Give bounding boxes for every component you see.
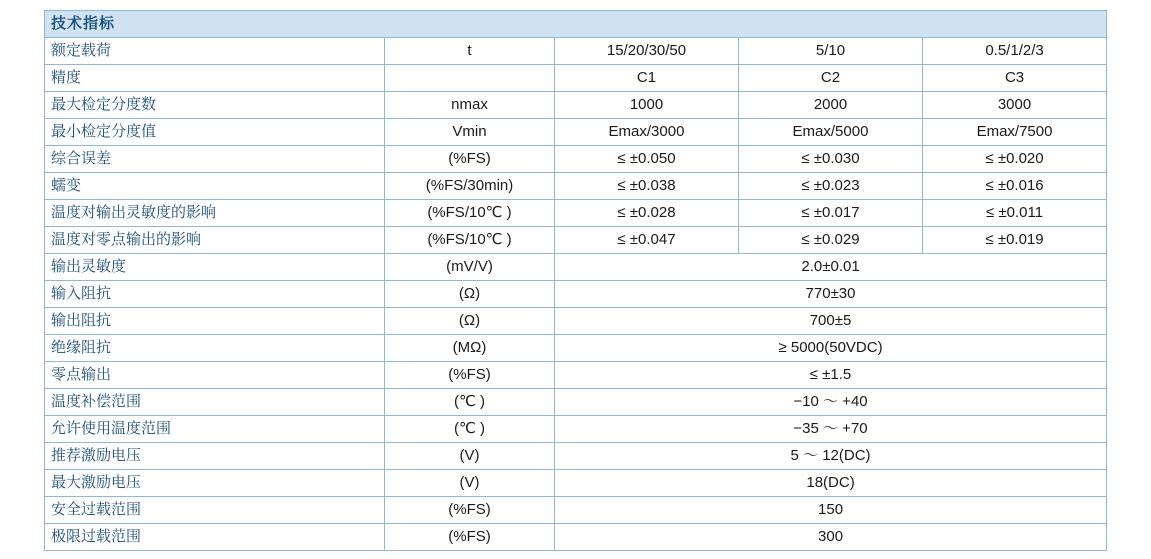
spec-value: 2000: [739, 92, 923, 119]
spec-value: 15/20/30/50: [555, 38, 739, 65]
spec-label: 最大检定分度数: [45, 92, 385, 119]
spec-unit: (mV/V): [385, 254, 555, 281]
table-row: [45, 281, 1107, 308]
spec-value: 770±30: [555, 281, 1107, 308]
spec-unit: (℃ ): [385, 389, 555, 416]
table-row: [45, 92, 1107, 119]
spec-value: 150: [555, 497, 1107, 524]
spec-value: ≤ ±0.011: [923, 200, 1107, 227]
spec-unit: (%FS): [385, 146, 555, 173]
table-row: [45, 416, 1107, 443]
spec-value: ≤ ±0.050: [555, 146, 739, 173]
table-row: [45, 497, 1107, 524]
spec-label: 允许使用温度范围: [45, 416, 385, 443]
spec-label: 最小检定分度值: [45, 119, 385, 146]
table-row: [45, 254, 1107, 281]
spec-value: 5/10: [739, 38, 923, 65]
specification-table: [44, 10, 1107, 551]
spec-label: 最大激励电压: [45, 470, 385, 497]
spec-unit: (%FS): [385, 497, 555, 524]
spec-value: ≤ ±0.017: [739, 200, 923, 227]
spec-value: ≤ ±0.047: [555, 227, 739, 254]
spec-value: ≤ ±0.016: [923, 173, 1107, 200]
spec-label: 输入阻抗: [45, 281, 385, 308]
spec-value: ≤ ±0.020: [923, 146, 1107, 173]
table-row: [45, 65, 1107, 92]
spec-value: 18(DC): [555, 470, 1107, 497]
spec-value: 2.0±0.01: [555, 254, 1107, 281]
spec-value: C3: [923, 65, 1107, 92]
spec-unit: (℃ ): [385, 416, 555, 443]
table-row: [45, 173, 1107, 200]
spec-label: 温度对输出灵敏度的影响: [45, 200, 385, 227]
spec-unit: (Ω): [385, 281, 555, 308]
table-row: [45, 38, 1107, 65]
table-row: [45, 389, 1107, 416]
spec-unit: (%FS): [385, 362, 555, 389]
spec-value: Emax/3000: [555, 119, 739, 146]
spec-label: 推荐激励电压: [45, 443, 385, 470]
spec-label: 温度补偿范围: [45, 389, 385, 416]
table-row: [45, 524, 1107, 551]
spec-value: Emax/7500: [923, 119, 1107, 146]
spec-value: 5 ～ 12(DC): [555, 443, 1107, 470]
spec-unit: (%FS): [385, 524, 555, 551]
specification-section: [44, 10, 1106, 551]
spec-unit: t: [385, 38, 555, 65]
table-row: [45, 362, 1107, 389]
spec-label: 输出灵敏度: [45, 254, 385, 281]
spec-unit: (V): [385, 470, 555, 497]
spec-value: ≤ ±0.038: [555, 173, 739, 200]
spec-unit: [385, 65, 555, 92]
table-row: [45, 443, 1107, 470]
spec-value: 3000: [923, 92, 1107, 119]
spec-value: 0.5/1/2/3: [923, 38, 1107, 65]
spec-unit: (MΩ): [385, 335, 555, 362]
spec-value: −35 ～ +70: [555, 416, 1107, 443]
spec-label: 综合误差: [45, 146, 385, 173]
spec-label: 温度对零点输出的影响: [45, 227, 385, 254]
spec-label: 蠕变: [45, 173, 385, 200]
spec-unit: nmax: [385, 92, 555, 119]
table-row: [45, 119, 1107, 146]
table-row: [45, 227, 1107, 254]
spec-value: ≤ ±0.023: [739, 173, 923, 200]
spec-unit: (Ω): [385, 308, 555, 335]
spec-unit: (%FS/30min): [385, 173, 555, 200]
spec-value: ≤ ±0.019: [923, 227, 1107, 254]
spec-value: C2: [739, 65, 923, 92]
table-title-row: [45, 11, 1107, 38]
table-row: [45, 146, 1107, 173]
spec-label: 极限过载范围: [45, 524, 385, 551]
spec-unit: (V): [385, 443, 555, 470]
table-row: [45, 308, 1107, 335]
spec-value: 700±5: [555, 308, 1107, 335]
spec-value: ≤ ±0.030: [739, 146, 923, 173]
spec-value: 1000: [555, 92, 739, 119]
spec-label: 输出阻抗: [45, 308, 385, 335]
table-title: 技术指标: [45, 11, 1107, 38]
table-row: [45, 200, 1107, 227]
spec-value: 300: [555, 524, 1107, 551]
spec-unit: Vmin: [385, 119, 555, 146]
table-row: [45, 470, 1107, 497]
spec-value: C1: [555, 65, 739, 92]
spec-label: 安全过载范围: [45, 497, 385, 524]
spec-value: ≤ ±0.028: [555, 200, 739, 227]
spec-unit: (%FS/10℃ ): [385, 200, 555, 227]
spec-value: ≥ 5000(50VDC): [555, 335, 1107, 362]
spec-label: 零点输出: [45, 362, 385, 389]
spec-value: Emax/5000: [739, 119, 923, 146]
spec-label: 精度: [45, 65, 385, 92]
specification-table-body: [45, 11, 1107, 551]
table-row: [45, 335, 1107, 362]
spec-label: 额定载荷: [45, 38, 385, 65]
spec-label: 绝缘阻抗: [45, 335, 385, 362]
spec-value: ≤ ±0.029: [739, 227, 923, 254]
spec-unit: (%FS/10℃ ): [385, 227, 555, 254]
spec-value: ≤ ±1.5: [555, 362, 1107, 389]
spec-value: −10 ～ +40: [555, 389, 1107, 416]
